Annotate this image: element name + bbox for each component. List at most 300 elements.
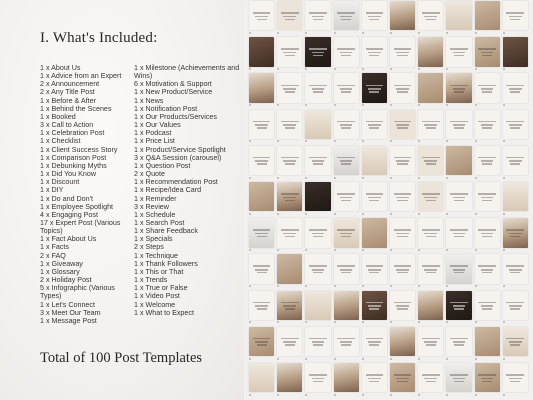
template-caption — [334, 356, 359, 361]
template-caption — [249, 248, 274, 253]
template-caption — [446, 30, 471, 35]
template-preview-image — [277, 254, 302, 283]
template-preview-image — [305, 73, 330, 102]
template-caption — [475, 139, 500, 144]
template-caption — [334, 320, 359, 325]
template-caption — [277, 392, 302, 397]
template-preview-image — [249, 146, 274, 175]
template-preview-image — [249, 73, 274, 102]
template-preview-image — [334, 254, 359, 283]
included-item: 1 x Product/Service Spotlight — [134, 145, 226, 154]
caption-dot-icon — [277, 285, 279, 287]
template-caption — [475, 392, 500, 397]
caption-dot-icon — [418, 177, 420, 179]
included-item: 1 x Client Success Story — [40, 145, 118, 154]
template-thumbnail — [503, 73, 528, 107]
caption-dot-icon — [305, 140, 307, 142]
template-caption — [446, 320, 471, 325]
template-caption — [305, 248, 330, 253]
template-preview-image — [446, 182, 471, 211]
caption-dot-icon — [305, 68, 307, 70]
caption-dot-icon — [418, 213, 420, 215]
template-preview-image — [390, 110, 415, 139]
included-item: 1 x Discount — [40, 178, 80, 187]
template-thumbnail — [475, 291, 500, 325]
template-preview-image — [446, 110, 471, 139]
template-preview-image — [277, 146, 302, 175]
template-preview-image — [475, 1, 500, 30]
template-thumbnail — [446, 218, 471, 252]
template-caption — [503, 67, 528, 72]
caption-dot-icon — [446, 32, 448, 34]
included-item: 1 x Booked — [40, 112, 76, 121]
template-preview-image — [305, 146, 330, 175]
template-thumbnail — [362, 110, 387, 144]
template-thumbnail — [277, 1, 302, 35]
template-thumbnail — [334, 1, 359, 35]
template-preview-image — [475, 37, 500, 66]
caption-dot-icon — [475, 32, 477, 34]
template-caption — [418, 103, 443, 108]
template-preview-image — [390, 291, 415, 320]
template-caption — [446, 175, 471, 180]
template-preview-image — [334, 110, 359, 139]
template-thumbnail — [390, 146, 415, 180]
template-thumbnail — [503, 37, 528, 71]
template-caption — [334, 30, 359, 35]
included-item: 2 x Quote — [134, 170, 165, 179]
template-thumbnail — [418, 1, 443, 35]
template-preview-image — [418, 182, 443, 211]
template-preview-image — [503, 73, 528, 102]
template-caption — [277, 211, 302, 216]
template-preview-image — [418, 327, 443, 356]
caption-dot-icon — [503, 140, 505, 142]
included-heading: I. What's Included: — [40, 30, 158, 46]
template-preview-image — [503, 37, 528, 66]
template-caption — [249, 67, 274, 72]
template-preview-image — [249, 1, 274, 30]
template-caption — [334, 392, 359, 397]
template-thumbnail — [418, 291, 443, 325]
caption-dot-icon — [390, 213, 392, 215]
caption-dot-icon — [277, 68, 279, 70]
included-item: 1 x Celebration Post — [40, 129, 105, 138]
template-caption — [277, 30, 302, 35]
caption-dot-icon — [503, 213, 505, 215]
caption-dot-icon — [475, 140, 477, 142]
template-caption — [362, 284, 387, 289]
caption-dot-icon — [418, 249, 420, 251]
template-thumbnail-grid — [245, 0, 533, 400]
template-thumbnail — [503, 1, 528, 35]
caption-dot-icon — [475, 68, 477, 70]
template-thumbnail — [362, 146, 387, 180]
included-item: 1 x This or That — [134, 267, 184, 276]
template-preview-image — [249, 254, 274, 283]
template-caption — [475, 175, 500, 180]
template-thumbnail — [503, 146, 528, 180]
template-thumbnail — [390, 291, 415, 325]
template-thumbnail — [305, 363, 330, 397]
included-item: 4 x Engaging Post — [40, 210, 98, 219]
caption-dot-icon — [249, 394, 251, 396]
template-caption — [503, 392, 528, 397]
caption-dot-icon — [503, 321, 505, 323]
template-thumbnail — [503, 254, 528, 288]
template-preview-image — [503, 363, 528, 392]
template-caption — [390, 356, 415, 361]
template-caption — [390, 284, 415, 289]
template-thumbnail — [277, 218, 302, 252]
template-preview-image — [249, 291, 274, 320]
template-caption — [249, 211, 274, 216]
template-preview-image — [249, 182, 274, 211]
template-thumbnail — [305, 182, 330, 216]
included-item: 1 x Price List — [134, 137, 175, 146]
template-caption — [305, 175, 330, 180]
template-preview-image — [390, 182, 415, 211]
caption-dot-icon — [390, 394, 392, 396]
caption-dot-icon — [305, 177, 307, 179]
caption-dot-icon — [475, 394, 477, 396]
template-thumbnail — [334, 218, 359, 252]
caption-dot-icon — [475, 177, 477, 179]
template-preview-image — [277, 182, 302, 211]
template-caption — [418, 356, 443, 361]
caption-dot-icon — [475, 104, 477, 106]
caption-dot-icon — [249, 68, 251, 70]
template-thumbnail — [277, 146, 302, 180]
included-item: 2 x Any Title Post — [40, 88, 95, 97]
template-caption — [390, 392, 415, 397]
included-item: 1 x Employee Spotlight — [40, 202, 114, 211]
template-thumbnail — [475, 73, 500, 107]
included-item: 1 x Recommendation Post — [134, 178, 218, 187]
caption-dot-icon — [305, 285, 307, 287]
template-caption — [503, 356, 528, 361]
template-thumbnail — [503, 327, 528, 361]
included-item: 1 x News — [134, 96, 164, 105]
caption-dot-icon — [334, 285, 336, 287]
template-thumbnail — [277, 327, 302, 361]
included-item: 1 x Notification Post — [134, 104, 198, 113]
template-thumbnail — [249, 37, 274, 71]
template-thumbnail — [334, 73, 359, 107]
template-caption — [362, 30, 387, 35]
template-preview-image — [503, 327, 528, 356]
template-caption — [249, 392, 274, 397]
template-caption — [446, 284, 471, 289]
template-caption — [362, 392, 387, 397]
included-item: 17 x Expert Post (Various Topics) — [40, 218, 121, 236]
template-caption — [277, 320, 302, 325]
caption-dot-icon — [446, 321, 448, 323]
caption-dot-icon — [277, 140, 279, 142]
template-preview-image — [362, 73, 387, 102]
template-preview-image — [277, 37, 302, 66]
caption-dot-icon — [249, 104, 251, 106]
template-thumbnail — [418, 327, 443, 361]
template-caption — [334, 211, 359, 216]
template-preview-image — [446, 1, 471, 30]
template-preview-image — [475, 291, 500, 320]
template-thumbnail — [362, 254, 387, 288]
caption-dot-icon — [475, 249, 477, 251]
template-caption — [390, 30, 415, 35]
template-preview-image — [503, 291, 528, 320]
template-thumbnail — [305, 254, 330, 288]
caption-dot-icon — [418, 285, 420, 287]
template-thumbnail — [390, 363, 415, 397]
template-preview-image — [362, 146, 387, 175]
template-preview-image — [334, 146, 359, 175]
template-caption — [475, 103, 500, 108]
template-caption — [503, 211, 528, 216]
template-caption — [418, 175, 443, 180]
template-thumbnail — [277, 363, 302, 397]
template-thumbnail — [446, 291, 471, 325]
template-caption — [446, 248, 471, 253]
included-item: 1 x Reminder — [134, 194, 177, 203]
template-caption — [418, 248, 443, 253]
caption-dot-icon — [334, 358, 336, 360]
caption-dot-icon — [277, 177, 279, 179]
template-preview-image — [446, 363, 471, 392]
caption-dot-icon — [277, 358, 279, 360]
template-preview-image — [475, 363, 500, 392]
template-preview-image — [334, 291, 359, 320]
template-caption — [390, 139, 415, 144]
included-panel — [0, 0, 244, 400]
template-thumbnail — [503, 363, 528, 397]
included-item: 1 x About Us — [40, 64, 81, 72]
included-item: 1 x DIY — [40, 186, 64, 195]
caption-dot-icon — [418, 321, 420, 323]
caption-dot-icon — [305, 249, 307, 251]
template-caption — [362, 211, 387, 216]
caption-dot-icon — [334, 321, 336, 323]
included-item: 1 x Let's Connect — [40, 300, 95, 309]
template-thumbnail — [334, 291, 359, 325]
template-caption — [503, 175, 528, 180]
template-preview-image — [390, 363, 415, 392]
template-preview-image — [390, 146, 415, 175]
caption-dot-icon — [334, 177, 336, 179]
caption-dot-icon — [277, 249, 279, 251]
template-thumbnail — [446, 363, 471, 397]
caption-dot-icon — [390, 249, 392, 251]
template-preview-image — [277, 73, 302, 102]
template-caption — [334, 284, 359, 289]
template-caption — [334, 139, 359, 144]
included-item: 2 x Announcement — [40, 80, 100, 89]
template-preview-image — [475, 218, 500, 247]
template-preview-image — [249, 363, 274, 392]
caption-dot-icon — [305, 213, 307, 215]
template-caption — [390, 248, 415, 253]
template-thumbnail — [249, 291, 274, 325]
template-caption — [418, 67, 443, 72]
caption-dot-icon — [503, 285, 505, 287]
template-thumbnail — [390, 218, 415, 252]
template-thumbnail — [390, 327, 415, 361]
template-preview-image — [305, 327, 330, 356]
template-preview-image — [418, 110, 443, 139]
caption-dot-icon — [334, 213, 336, 215]
caption-dot-icon — [503, 249, 505, 251]
template-preview-image — [362, 110, 387, 139]
template-caption — [390, 103, 415, 108]
template-preview-image — [418, 291, 443, 320]
template-preview-image — [305, 363, 330, 392]
template-thumbnail — [503, 218, 528, 252]
caption-dot-icon — [334, 68, 336, 70]
template-thumbnail — [249, 146, 274, 180]
caption-dot-icon — [503, 104, 505, 106]
template-caption — [362, 139, 387, 144]
caption-dot-icon — [362, 285, 364, 287]
template-thumbnail — [249, 363, 274, 397]
caption-dot-icon — [362, 213, 364, 215]
caption-dot-icon — [334, 249, 336, 251]
template-preview-image — [305, 254, 330, 283]
caption-dot-icon — [418, 394, 420, 396]
template-caption — [418, 392, 443, 397]
template-preview-image — [334, 1, 359, 30]
caption-dot-icon — [390, 140, 392, 142]
template-thumbnail — [305, 73, 330, 107]
caption-dot-icon — [503, 32, 505, 34]
included-item: 2 x Steps — [134, 243, 164, 252]
caption-dot-icon — [362, 249, 364, 251]
included-item: 1 x Debunking Myths — [40, 161, 107, 170]
template-caption — [334, 248, 359, 253]
template-thumbnail — [362, 218, 387, 252]
template-thumbnail — [362, 327, 387, 361]
template-preview-image — [418, 254, 443, 283]
template-preview-image — [418, 146, 443, 175]
caption-dot-icon — [390, 177, 392, 179]
template-caption — [277, 248, 302, 253]
template-thumbnail — [475, 1, 500, 35]
included-item: 6 x Motivation & Support — [134, 80, 212, 89]
included-item: 1 x True or False — [134, 284, 188, 293]
template-thumbnail — [277, 110, 302, 144]
template-preview-image — [446, 146, 471, 175]
template-caption — [475, 356, 500, 361]
template-preview-image — [305, 1, 330, 30]
template-thumbnail — [446, 110, 471, 144]
template-caption — [277, 103, 302, 108]
template-caption — [418, 211, 443, 216]
caption-dot-icon — [446, 104, 448, 106]
template-caption — [249, 175, 274, 180]
template-thumbnail — [475, 182, 500, 216]
caption-dot-icon — [446, 177, 448, 179]
caption-dot-icon — [418, 32, 420, 34]
caption-dot-icon — [503, 394, 505, 396]
caption-dot-icon — [334, 32, 336, 34]
included-item: 1 x Recipe/Idea Card — [134, 186, 202, 195]
template-preview-image — [305, 37, 330, 66]
template-preview-image — [446, 254, 471, 283]
caption-dot-icon — [390, 68, 392, 70]
included-item: 1 x Our Values — [134, 121, 181, 130]
template-thumbnail — [390, 73, 415, 107]
template-thumbnail — [475, 218, 500, 252]
caption-dot-icon — [446, 249, 448, 251]
template-thumbnail — [418, 146, 443, 180]
template-caption — [390, 67, 415, 72]
template-thumbnail — [475, 363, 500, 397]
template-caption — [446, 211, 471, 216]
caption-dot-icon — [305, 358, 307, 360]
caption-dot-icon — [390, 358, 392, 360]
template-preview-image — [503, 146, 528, 175]
included-item: 1 x Giveaway — [40, 259, 83, 268]
template-preview-image — [446, 218, 471, 247]
caption-dot-icon — [305, 394, 307, 396]
template-preview-image — [475, 182, 500, 211]
template-preview-image — [475, 254, 500, 283]
template-thumbnail — [418, 363, 443, 397]
template-caption — [475, 248, 500, 253]
template-preview-image — [446, 327, 471, 356]
template-preview-image — [503, 110, 528, 139]
included-item: 1 x Our Products/Services — [134, 112, 217, 121]
template-thumbnail — [390, 182, 415, 216]
included-item: 1 x Milestone (Achievements and Wins) — [134, 64, 240, 81]
total-templates-text: Total of 100 Post Templates — [40, 350, 203, 366]
template-caption — [503, 248, 528, 253]
template-thumbnail — [277, 291, 302, 325]
template-caption — [475, 67, 500, 72]
template-preview-image — [362, 254, 387, 283]
template-thumbnail — [334, 182, 359, 216]
template-preview-image — [418, 218, 443, 247]
caption-dot-icon — [418, 358, 420, 360]
caption-dot-icon — [390, 285, 392, 287]
template-thumbnail — [446, 182, 471, 216]
template-caption — [305, 320, 330, 325]
template-thumbnail — [390, 37, 415, 71]
template-caption — [446, 356, 471, 361]
template-thumbnail — [446, 327, 471, 361]
caption-dot-icon — [362, 358, 364, 360]
included-item: 1 x Welcome — [134, 300, 176, 309]
template-thumbnail — [362, 1, 387, 35]
included-item: 1 x New Product/Service — [134, 88, 213, 97]
template-caption — [305, 67, 330, 72]
template-thumbnail — [390, 1, 415, 35]
caption-dot-icon — [362, 177, 364, 179]
included-item: 5 x Infographic (Various Types) — [40, 284, 115, 301]
caption-dot-icon — [475, 285, 477, 287]
template-caption — [334, 175, 359, 180]
template-preview-image — [390, 37, 415, 66]
template-preview-image — [305, 182, 330, 211]
caption-dot-icon — [475, 321, 477, 323]
template-preview-image — [362, 327, 387, 356]
template-preview-image — [503, 254, 528, 283]
caption-dot-icon — [305, 321, 307, 323]
included-item: 1 x Schedule — [134, 210, 176, 219]
template-thumbnail — [249, 327, 274, 361]
included-item: 2 x FAQ — [40, 251, 66, 260]
caption-dot-icon — [334, 104, 336, 106]
template-thumbnail — [390, 110, 415, 144]
